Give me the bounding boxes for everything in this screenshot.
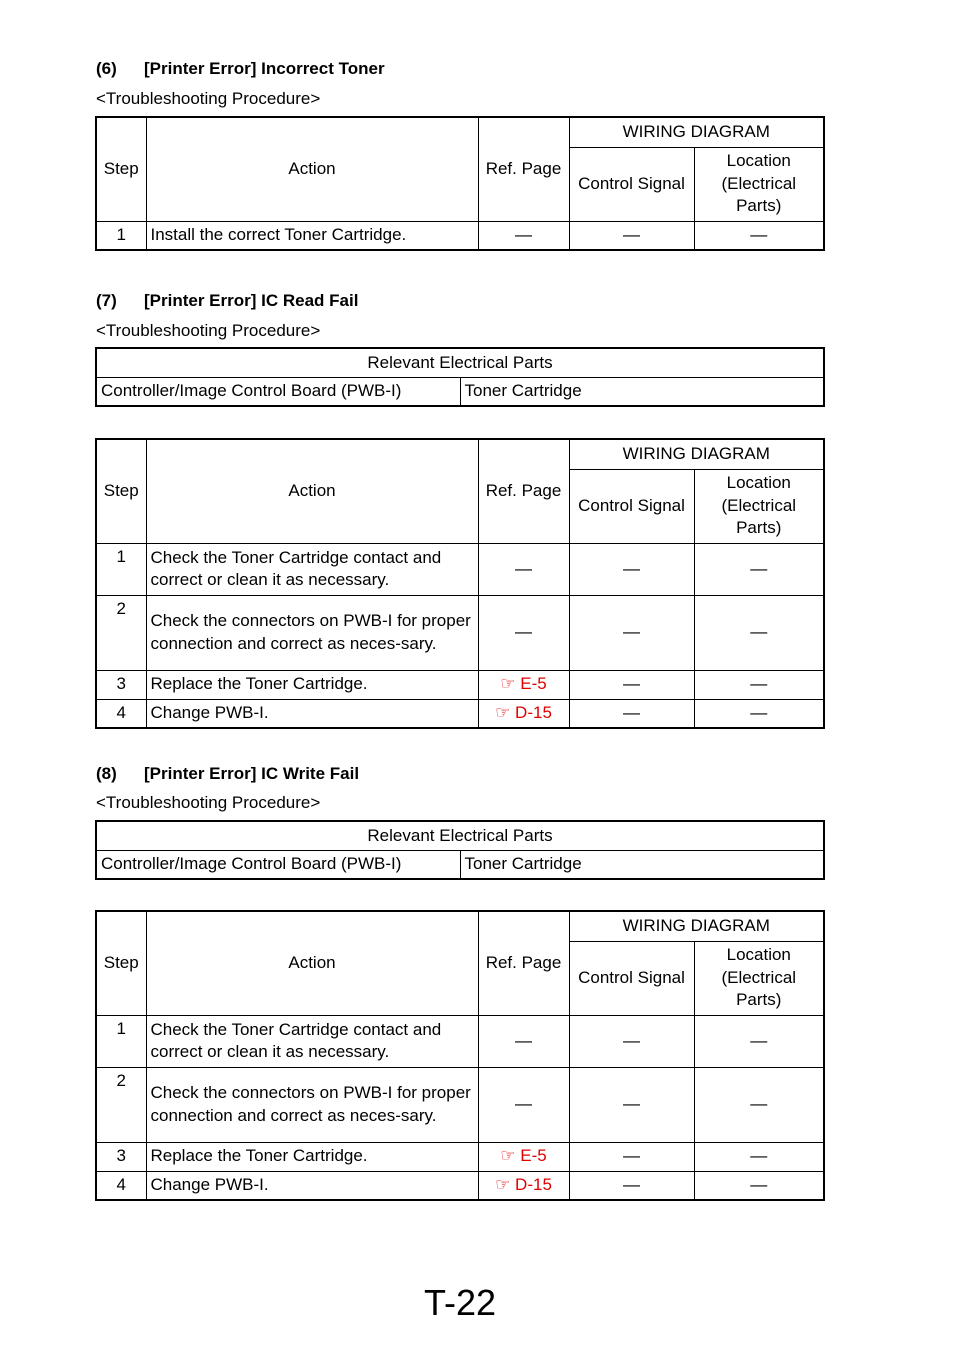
relevant-parts-title: Relevant Electrical Parts: [96, 348, 824, 377]
step-signal: —: [569, 543, 694, 595]
header-wiring: WIRING DIAGRAM: [569, 439, 824, 469]
section-6-procedure-table: [95, 116, 825, 251]
step-signal: —: [569, 1142, 694, 1171]
step-number: 4: [96, 1171, 146, 1200]
step-action: Change PWB-I.: [146, 699, 478, 728]
step-action: Change PWB-I.: [146, 1171, 478, 1200]
step-number: 3: [96, 670, 146, 699]
header-location: Location (Electrical Parts): [694, 941, 824, 1015]
step-ref: —: [478, 1067, 569, 1142]
step-ref-link[interactable]: ☞ E-5: [478, 1142, 569, 1171]
header-wiring: WIRING DIAGRAM: [569, 117, 824, 147]
table-row: [96, 595, 824, 670]
relevant-part: Controller/Image Control Board (PWB-I): [96, 850, 460, 879]
header-ref: Ref. Page: [478, 911, 569, 1015]
table-row: [96, 543, 824, 595]
section-6-procedure-label: <Troubleshooting Procedure>: [96, 89, 321, 108]
header-action: Action: [146, 911, 478, 1015]
step-action: Replace the Toner Cartridge.: [146, 1142, 478, 1171]
step-location: —: [694, 1142, 824, 1171]
header-signal: Control Signal: [569, 469, 694, 543]
table-row: [96, 1067, 824, 1142]
section-8-heading: (8) [Printer Error] IC Write Fail: [96, 764, 360, 783]
header-signal: Control Signal: [569, 941, 694, 1015]
table-row: [96, 1142, 824, 1171]
step-action: Install the correct Toner Cartridge.: [146, 221, 478, 250]
relevant-part: Controller/Image Control Board (PWB-I): [96, 377, 460, 406]
header-location: Location (Electrical Parts): [694, 147, 824, 221]
header-location: Location (Electrical Parts): [694, 469, 824, 543]
step-ref: —: [478, 1015, 569, 1067]
step-action: Check the connectors on PWB-I for proper connection and correct as neces-sary.: [146, 595, 478, 670]
step-location: —: [694, 1171, 824, 1200]
step-number: 1: [96, 543, 146, 595]
table-row: [96, 699, 824, 728]
step-location: —: [694, 670, 824, 699]
section-7-heading: (7) [Printer Error] IC Read Fail: [96, 291, 359, 310]
step-ref-link[interactable]: ☞ D-15: [478, 699, 569, 728]
step-action: Check the Toner Cartridge contact and correct or clean it as necessary.: [146, 1015, 478, 1067]
table-row: [96, 1171, 824, 1200]
relevant-part: Toner Cartridge: [460, 850, 824, 879]
section-8-procedure-label: <Troubleshooting Procedure>: [96, 793, 321, 812]
header-signal: Control Signal: [569, 147, 694, 221]
step-number: 1: [96, 1015, 146, 1067]
step-number: 1: [96, 221, 146, 250]
header-action: Action: [146, 439, 478, 543]
relevant-parts-title: Relevant Electrical Parts: [96, 821, 824, 850]
step-signal: —: [569, 595, 694, 670]
step-signal: —: [569, 1067, 694, 1142]
section-7-relevant-parts-table: [95, 347, 825, 407]
step-signal: —: [569, 221, 694, 250]
step-location: —: [694, 221, 824, 250]
header-step: Step: [96, 911, 146, 1015]
step-number: 2: [96, 595, 146, 670]
step-ref: —: [478, 221, 569, 250]
step-ref: —: [478, 543, 569, 595]
step-signal: —: [569, 1015, 694, 1067]
step-signal: —: [569, 1171, 694, 1200]
table-row: [96, 670, 824, 699]
relevant-part: Toner Cartridge: [460, 377, 824, 406]
step-location: —: [694, 1067, 824, 1142]
step-signal: —: [569, 699, 694, 728]
step-location: —: [694, 699, 824, 728]
section-8-procedure-table: [95, 910, 825, 1201]
step-number: 4: [96, 699, 146, 728]
step-ref-link[interactable]: ☞ D-15: [478, 1171, 569, 1200]
header-wiring: WIRING DIAGRAM: [569, 911, 824, 941]
header-ref: Ref. Page: [478, 439, 569, 543]
step-ref-link[interactable]: ☞ E-5: [478, 670, 569, 699]
step-action: Replace the Toner Cartridge.: [146, 670, 478, 699]
section-7-procedure-table: [95, 438, 825, 729]
step-location: —: [694, 543, 824, 595]
step-number: 3: [96, 1142, 146, 1171]
step-signal: —: [569, 670, 694, 699]
header-ref: Ref. Page: [478, 117, 569, 221]
section-7-procedure-label: <Troubleshooting Procedure>: [96, 321, 321, 340]
header-action: Action: [146, 117, 478, 221]
table-row: [96, 1015, 824, 1067]
step-action: Check the Toner Cartridge contact and correct or clean it as necessary.: [146, 543, 478, 595]
step-number: 2: [96, 1067, 146, 1142]
section-8-relevant-parts-table: [95, 820, 825, 880]
table-row: [96, 221, 824, 250]
page-number: T-22: [423, 1282, 497, 1323]
step-location: —: [694, 595, 824, 670]
header-step: Step: [96, 439, 146, 543]
step-ref: —: [478, 595, 569, 670]
step-location: —: [694, 1015, 824, 1067]
header-step: Step: [96, 117, 146, 221]
section-6-heading: (6) [Printer Error] Incorrect Toner: [96, 59, 385, 78]
step-action: Check the connectors on PWB-I for proper connection and correct as neces-sary.: [146, 1067, 478, 1142]
